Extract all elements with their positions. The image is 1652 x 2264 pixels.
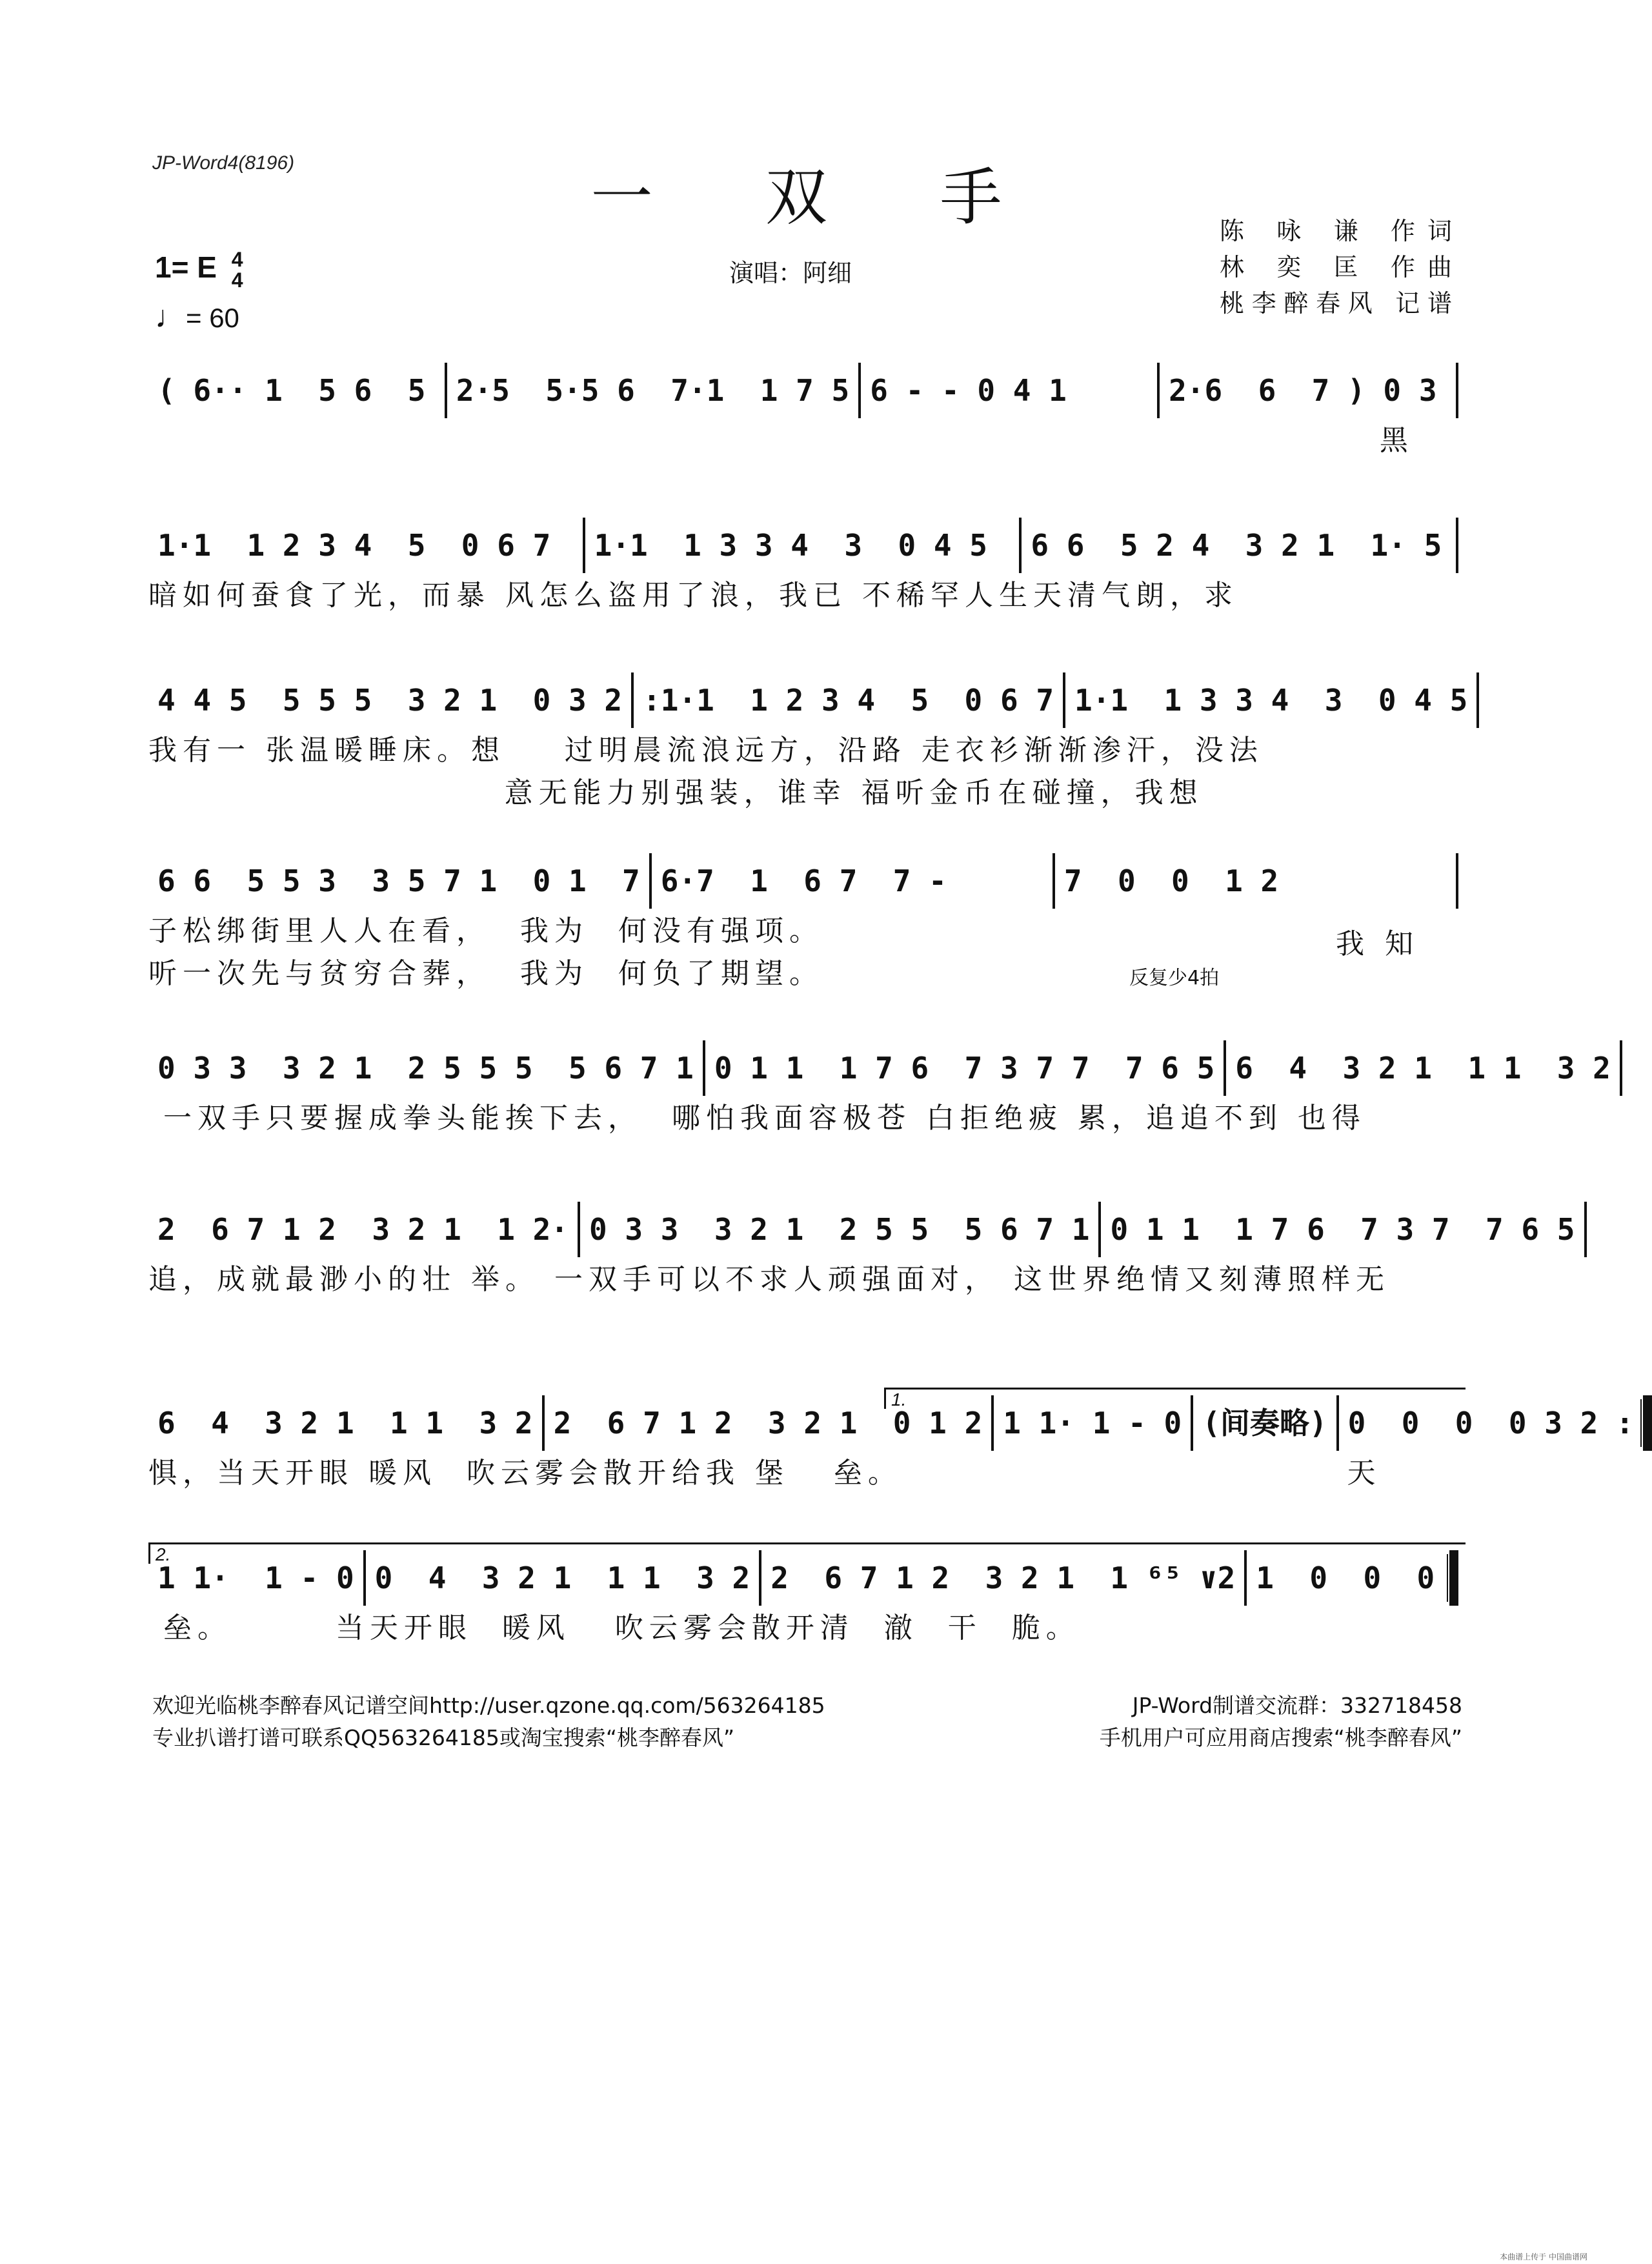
measure: 2 6 7 1 2 3 2 1 1 ⁶⁵ ∨2	[771, 1561, 1236, 1595]
software-label: JP-Word4(8196)	[152, 152, 295, 174]
composer-credit: 林 奕 匡 作曲	[1220, 253, 1452, 281]
time-signature	[232, 249, 243, 290]
measure: 6 4 3 2 1 1 1 3 2	[1235, 1051, 1611, 1086]
measure: 0 1 1 1 7 6 7 3 7 7 6 5	[1110, 1212, 1575, 1247]
notation-row	[148, 1200, 1575, 1258]
score-system	[148, 516, 1458, 617]
measure: 0 4 3 2 1 1 1 3 2	[374, 1561, 750, 1595]
lyric-line: 我有一 张温暖睡床。想 过明晨流浪远方，沿路 走衣衫渐渐渗汗，没法	[148, 734, 1264, 767]
score-system	[148, 361, 1458, 462]
measure: 6 6 5 5 3 3 5 7 1 0 1 7	[157, 864, 640, 898]
tempo-marking	[155, 299, 239, 335]
lyric-line: 子松绑街里人人在看， 我为 何没有强项。	[148, 915, 823, 947]
measure: 1·1 1 3 3 4 3 0 4 5	[594, 528, 987, 563]
lyric-line-verse2: 听一次先与贫穷合葬， 我为 何负了期望。	[148, 957, 823, 990]
score-system	[148, 1200, 1575, 1301]
bar-line	[1456, 363, 1458, 418]
bar-line	[1476, 672, 1479, 728]
measure: 2·6 6 7 ) 0 3	[1169, 373, 1437, 408]
measure: 1 1· 1 - 0	[1003, 1406, 1182, 1440]
measure: 1 0 0 0	[1256, 1561, 1435, 1595]
measure: 6 4 3 2 1 1 1 3 2	[157, 1406, 533, 1440]
lyric-line: 垒。 当天开眼 暖风 吹云雾会散开清 澈 干 脆。	[148, 1612, 1080, 1644]
lyricist-credit: 陈 咏 谦 作词	[1220, 217, 1452, 245]
lyric-line-verse2: 意无能力别强装，谁幸 福听金币在碰撞，我想	[148, 776, 1204, 809]
measure: 2 6 7 1 2 3 2 1 1 2·	[157, 1212, 569, 1247]
lyric-line: 一双手只要握成拳头能挨下去， 哪怕我面容极苍 白拒绝疲 累，追追不到 也得	[148, 1102, 1366, 1135]
credits-block	[1220, 213, 1452, 321]
notation-row	[148, 1039, 1611, 1097]
notation-row	[148, 671, 1468, 729]
bar-line	[1643, 1395, 1652, 1451]
footer-line2-right: 手机用户可应用商店搜索“桃李醉春风”	[1099, 1725, 1462, 1750]
measure: 1·1 1 2 3 4 5 0 6 7	[157, 528, 551, 563]
score-system	[148, 1544, 1458, 1650]
notation-row	[148, 852, 1458, 910]
tempo-value: = 60	[186, 303, 239, 333]
measure: 4 4 5 5 5 5 3 2 1 0 3 2	[157, 683, 623, 718]
measure: 6·7 1 6 7 7 -	[660, 864, 947, 898]
footer	[152, 1690, 1462, 1754]
key-label: 1= E	[155, 250, 217, 285]
quarter-note-icon: ♩	[155, 300, 186, 334]
bar-line	[1620, 1040, 1622, 1096]
score-system	[148, 852, 1458, 995]
measure: 2 6 7 1 2 3 2 1 0 1 2	[553, 1406, 983, 1440]
song-title: 一 双 手	[590, 161, 1049, 234]
lyric-line: 暗如何蚕食了光，而暴 风怎么盗用了浪，我已 不稀罕人生天清气朗，求	[148, 579, 1238, 612]
score-system	[148, 671, 1468, 814]
bar-line	[1456, 853, 1458, 909]
measure: 0 1 1 1 7 6 7 3 7 7 7 6 5	[714, 1051, 1215, 1086]
score-system	[148, 1039, 1611, 1140]
measure: 1 1· 1 - 0	[157, 1561, 354, 1595]
time-bottom: 4	[231, 268, 243, 292]
side-lyric: 我 知	[1336, 927, 1419, 960]
measure: 7 0 0 1 2	[1063, 864, 1279, 898]
measure: 1·1 1 3 3 4 3 0 4 5	[1074, 683, 1468, 718]
lyric-line: 惧，当天开眼 暖风 吹云雾会散开给我 堡 垒。 天	[148, 1457, 1382, 1490]
upload-note: 本曲谱上传于 中国曲谱网	[1500, 2252, 1587, 2261]
time-top: 4	[231, 248, 243, 271]
measure: (间奏略)	[1202, 1406, 1327, 1440]
bar-line	[1456, 518, 1458, 573]
measure: 0 3 3 3 2 1 2 5 5 5 6 7 1	[589, 1212, 1090, 1247]
measure: :1·1 1 2 3 4 5 0 6 7	[643, 683, 1054, 718]
measure: 6 6 5 2 4 3 2 1 1· 5	[1031, 528, 1442, 563]
footer-line2-left: 专业扒谱打谱可联系QQ563264185或淘宝搜索“桃李醉春风”	[152, 1725, 735, 1750]
volta-bracket: 2.	[148, 1542, 1466, 1564]
repeat-note: 反复少4拍	[1129, 967, 1220, 989]
notation-row	[148, 361, 1458, 419]
measure: 2·5 5·5 6 7·1 1 7 5	[456, 373, 850, 408]
footer-line1-right: JP-Word制谱交流群：332718458	[1132, 1693, 1462, 1718]
lyric-line: 黑	[148, 424, 1414, 457]
singer-label: 演唱：阿细	[729, 259, 852, 287]
bar-line	[1584, 1202, 1587, 1257]
measure: 0 0 0 0 3 2 :	[1347, 1406, 1634, 1440]
score-system	[148, 1390, 1634, 1495]
transcriber-credit: 桃李醉春风 记谱	[1220, 289, 1452, 318]
notation-row	[148, 516, 1458, 574]
measure: ( 6·· 1 5 6 5	[157, 373, 426, 408]
volta-bracket: 1.	[884, 1388, 1466, 1409]
footer-line1-left: 欢迎光临桃李醉春风记谱空间http://user.qzone.qq.com/563264185	[152, 1693, 825, 1718]
measure: 0 3 3 3 2 1 2 5 5 5 5 6 7 1	[157, 1051, 694, 1086]
key-signature	[155, 249, 243, 290]
measure: 6 - - 0 4 1	[870, 373, 1067, 408]
lyric-line: 追，成就最渺小的壮 举。 一双手可以不求人顽强面对， 这世界绝情又刻薄照样无	[148, 1263, 1390, 1296]
